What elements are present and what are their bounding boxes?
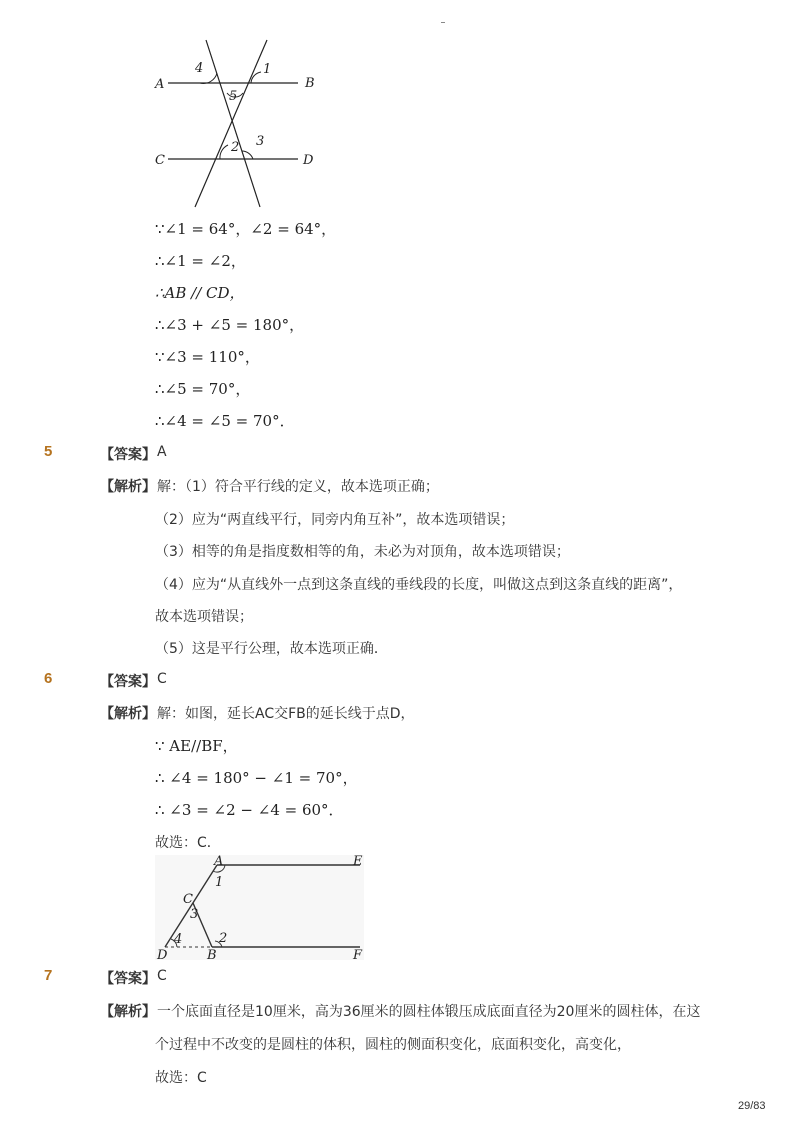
parallel-lines-diagram: [150, 35, 330, 215]
q5-line-5: 故本选项错误；: [155, 609, 253, 625]
question-number-6: 6: [44, 670, 53, 687]
q7-answer-tag: 【答案】: [100, 971, 156, 987]
q6-angle-label-1: 1: [215, 875, 224, 890]
q5-line-6: （5）这是平行公理，故本选项正确．: [155, 641, 388, 657]
q6-label-c: C: [183, 892, 193, 907]
q6-line-4: ∴ ∠3 = ∠2 − ∠4 = 60°．: [155, 801, 344, 819]
q6-angle-label-3: 3: [190, 907, 199, 922]
angle-label-2: 2: [231, 140, 240, 155]
sol4-line-5: ∵∠3 = 110°，: [155, 348, 260, 366]
question-number-5: 5: [44, 443, 53, 460]
q5-answer: A: [157, 444, 167, 460]
transversal-left: [206, 40, 260, 207]
sol4-line-1: ∵∠1 = 64°，∠2 = 64°，: [155, 220, 337, 238]
q6-angle-label-2: 2: [219, 931, 228, 946]
q7-line-1: 一个底面直径是10厘米，高为36厘米的圆柱体锻压成底面直径为20厘米的圆柱体，在这: [157, 1004, 701, 1020]
page-number: 29/83: [738, 1100, 766, 1112]
q6-analysis-tag: 【解析】: [100, 706, 156, 722]
q5-line-2: （2）应为“两直线平行，同旁内角互补”，故本选项错误；: [155, 512, 515, 528]
q6-diagram: [155, 855, 365, 961]
question-number-7: 7: [44, 967, 53, 984]
q5-line-3: （3）相等的角是指度数相等的角，未必为对顶角，故本选项错误；: [155, 544, 570, 560]
q7-analysis-tag: 【解析】: [100, 1004, 156, 1020]
q6-label-d: D: [157, 948, 168, 961]
q6-label-f: F: [353, 948, 363, 961]
q5-answer-tag: 【答案】: [100, 447, 156, 463]
angle-label-5: 5: [229, 89, 238, 104]
q7-line-3: 故选：C: [155, 1070, 207, 1086]
q6-line-3: ∴ ∠4 = 180° − ∠1 = 70°，: [155, 769, 358, 787]
q6-line-1: 解：如图，延长AC交FB的延长线于点D，: [157, 706, 415, 722]
q6-label-a: A: [214, 855, 224, 869]
q7-line-2: 个过程中不改变的是圆柱的体积，圆柱的侧面积变化，底面积变化，高变化，: [155, 1037, 631, 1053]
q7-answer: C: [157, 968, 167, 984]
q6-line-5: 故选：C．: [155, 835, 221, 851]
q6-answer: C: [157, 671, 167, 687]
q6-line-2: ∵ AE//BF，: [155, 737, 238, 755]
angle-label-1: 1: [263, 62, 272, 77]
sol4-line-3: ∴AB // CD，: [155, 284, 245, 302]
q5-line-1: 解：（1）符合平行线的定义，故本选项正确；: [157, 479, 439, 495]
top-mark: [441, 22, 445, 23]
q6-label-e: E: [353, 855, 363, 869]
transversal-right: [195, 40, 267, 207]
sol4-line-2: ∴∠1 = ∠2，: [155, 252, 246, 270]
angle-label-4: 4: [195, 61, 204, 76]
sol4-line-7: ∴∠4 = ∠5 = 70°．: [155, 412, 295, 430]
q5-line-4: （4）应为“从直线外一点到这条直线的垂线段的长度，叫做这点到这条直线的距离”，: [155, 577, 683, 593]
q6-angle-label-4: 4: [174, 932, 183, 947]
q5-analysis-tag: 【解析】: [100, 479, 156, 495]
sol4-line-6: ∴∠5 = 70°，: [155, 380, 251, 398]
label-a: A: [155, 77, 165, 92]
q6-answer-tag: 【答案】: [100, 674, 156, 690]
sol4-line-4: ∴∠3 + ∠5 = 180°，: [155, 316, 305, 334]
label-c: C: [155, 153, 165, 168]
angle-label-3: 3: [256, 134, 265, 149]
q6-label-b: B: [207, 948, 217, 961]
label-d: D: [303, 153, 314, 168]
label-b: B: [305, 76, 315, 91]
